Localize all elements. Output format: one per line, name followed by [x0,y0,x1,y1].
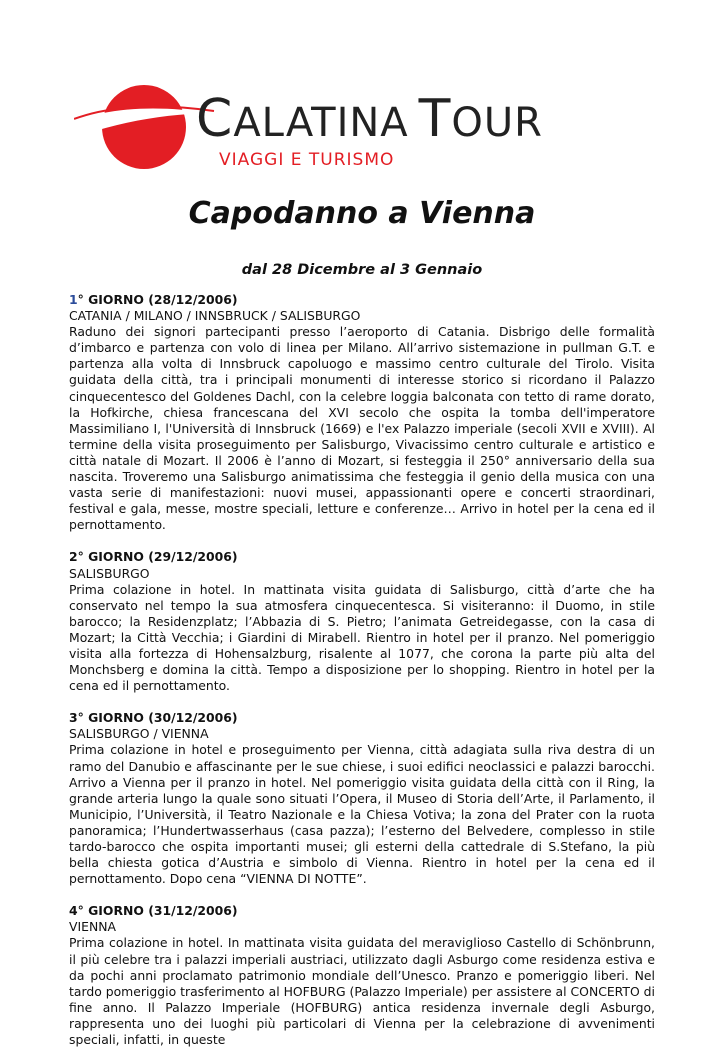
logo-tagline: VIAGGI E TURISMO [219,150,395,170]
document-title: Capodanno a Vienna [188,196,536,231]
day-header [69,549,655,565]
day-description: Prima colazione in hotel e proseguimento per Vienna, città adagiata sulla riva destra di un ramo del Danubio e affascinante per le sue chiese, i suoi edifici neoclassici e palazzi barocchi. Arrivo a Vienna per il pranzo in hotel. Nel pomeriggio visita guidata della città con il Ring, la grande arteria lungo la quale sono situati l’Opera, il Museo di Storia dell’Arte, il Parlamento, il Municipio, l’Università, il Teatro Nazionale e la Chiesa Votiva; la zona del Prater con la ruota panoramica; l’Hundertwasserhaus (casa pazza); l’esterno del Belvedere, complesso in stile tardo-barocco che ospita importanti musei; gli esterni della cattedrale di S.Stefano, la più bella chiesta gotica d’Austria e simbolo di Vienna. Rientro in hotel per la cena ed il pernottamento. Dopo cena “VIENNA DI NOTTE”. [69,742,655,887]
day-description: Prima colazione in hotel. In mattinata visita guidata del meraviglioso Castello di Schönbrunn, il più celebre tra i palazzi imperiali austriaci, utilizzato dagli Asburgo come residenza estiva e da pochi anni proclamato patrimonio mondiale dell’Unesco. Pranzo e pomeriggio liberi. Nel tardo pomeriggio trasferimento al HOFBURG (Palazzo Imperiale) per assistere al CONCERTO di fine anno. Il Palazzo Imperiale (HOFBURG) antica residenza invernale degli Asburgo, rappresenta uno dei luoghi più particolari di Vienna per la celebrazione di avvenimenti speciali, infatti, in queste [69,935,655,1048]
logo-brand-text: CALATINA TOUR [196,89,543,149]
document-subtitle: dal 28 Dicembre al 3 Gennaio [241,262,483,278]
day-number: 4 [69,903,78,919]
day-route: SALISBURGO [69,565,150,581]
day-route: VIENNA [69,919,116,935]
day-header-text: ° GIORNO (28/12/2006) [77,292,238,307]
day-route: CATANIA / MILANO / INNSBRUCK / SALISBURGO [69,308,361,324]
day-number: 3 [69,710,78,726]
itinerary-day [69,549,655,694]
calatina-tour-logo [74,80,634,190]
day-description: Raduno dei signori partecipanti presso l’aeroporto di Catania. Disbrigo delle formalità d’imbarco e partenza con volo di linea per Milano. All’arrivo sistemazione in pullman G.T. e partenza alla volta di Innsbruck capoluogo e massimo centro culturale del Tirolo. Visita guidata della città, tra i principali monumenti di interesse storico si ricordano il Palazzo cinquecentesco del Goldenes Dachl, con la celebre loggia balconata con tetto di rame dorato, la Hofkirche, chiesa francescana del XVI secolo che ospita la tomba dell'imperatore Massimiliano I, l'Università di Innsbruck (1669) e l'ex Palazzo imperiale (secoli XVII e XVIII). Al termine della visita proseguimento per Salisburgo, Vivacissimo centro culturale e artistico e città natale di Mozart. Il 2006 è l’anno di Mozart, si festeggia il 250° anniversario della sua nascita. Troveremo una Salisburgo animatissima che festeggia il genio della musica con una vasta serie di manifestazioni: nuovi musei, appassionanti opere e concerti straordinari, festival e gala, messe, mostre speciali, letture e conferenze… Arrivo in hotel per la cena ed il pernottamento. [69,324,655,533]
itinerary-day [69,292,655,533]
itinerary-day [69,710,655,887]
logo-red-circle [102,85,186,169]
day-header [69,292,655,308]
day-route: SALISBURGO / VIENNA [69,726,209,742]
itinerary [69,292,655,1064]
day-header [69,903,655,919]
day-header-text: ° GIORNO (30/12/2006) [77,710,238,726]
day-header-text: ° GIORNO (31/12/2006) [77,903,238,919]
day-number: 2 [69,549,78,565]
day-header [69,710,655,726]
day-header-text: ° GIORNO (29/12/2006) [77,549,238,565]
day-number: 1 [69,292,78,307]
day-description: Prima colazione in hotel. In mattinata visita guidata di Salisburgo, città d’arte che ha conservato nel tempo la sua atmosfera cinquecentesca. Si visiteranno: il Duomo, in stile barocco; la Residenzplatz; l’Abbazia di S. Pietro; l’animata Getreidegasse, con la casa di Mozart; la Città Vecchia; i Giardini di Mirabell. Rientro in hotel per il pranzo. Nel pomeriggio visita alla fortezza di Hohensalzburg, risalente al 1077, che corona la parte più alta del Monchsberg e domina la città. Tempo a disposizione per lo shopping. Rientro in hotel per la cena ed il pernottamento. [69,581,655,694]
itinerary-day [69,903,655,1048]
